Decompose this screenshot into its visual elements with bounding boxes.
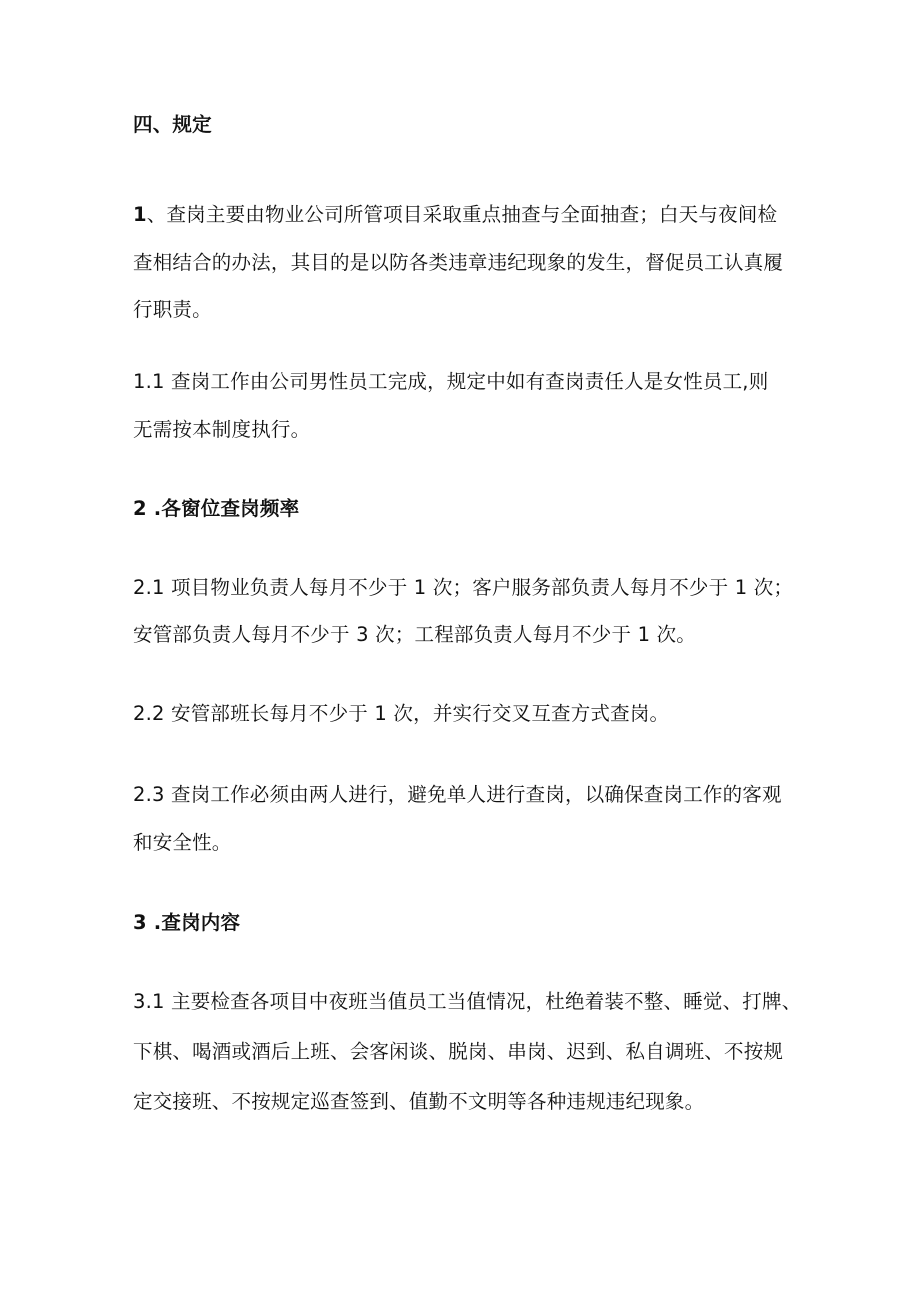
- paragraph-1-line-1: [133, 203, 777, 227]
- paragraph-3-1-line-2: 下棋、喝酒或酒后上班、会客闲谈、脱岗、串岗、迟到、私自调班、不按规: [133, 1040, 784, 1063]
- paragraph-3-1-line-3: 定交接班、不按规定巡查签到、值勤不文明等各种违规违纪现象。: [133, 1090, 705, 1113]
- paragraph-1-1-line-1: 1.1 查岗工作由公司男性员工完成，规定中如有查岗责任人是女性员工,则: [133, 370, 769, 393]
- paragraph-2-2-line-1: 2.2 安管部班长每月不少于 1 次，并实行交叉互查方式查岗。: [133, 702, 670, 725]
- paragraph-2-3-line-2: 和安全性。: [133, 831, 232, 854]
- paragraph-1-line-3: 行职责。: [133, 298, 212, 321]
- paragraph-1-1-line-2: 无需按本制度执行。: [133, 418, 311, 441]
- paragraph-2-1-line-1: 2.1 项目物业负责人每月不少于 1 次；客户服务部负责人每月不少于 1 次；: [133, 576, 794, 599]
- paragraph-3-1-line-1: 3.1 主要检查各项目中夜班当值员工当值情况，杜绝着装不整、睡觉、打牌、: [133, 990, 802, 1013]
- paragraph-1-line-2: 查相结合的办法，其目的是以防各类违章违纪现象的发生，督促员工认真履: [133, 251, 784, 274]
- section-heading: 四、规定: [133, 113, 212, 136]
- paragraph-2-3-line-1: 2.3 查岗工作必须由两人进行，避免单人进行查岗，以确保查岗工作的客观: [133, 783, 782, 806]
- heading-3: 3 .查岗内容: [133, 911, 241, 934]
- paragraph-1-line-1-text: 、查岗主要由物业公司所管项目采取重点抽查与全面抽查；白天与夜间检: [146, 203, 778, 226]
- paragraph-2-1-line-2: 安管部负责人每月不少于 3 次；工程部负责人每月不少于 1 次。: [133, 623, 697, 646]
- paragraph-1-number: 1: [133, 203, 147, 226]
- heading-2: 2 .各窗位查岗频率: [133, 497, 300, 520]
